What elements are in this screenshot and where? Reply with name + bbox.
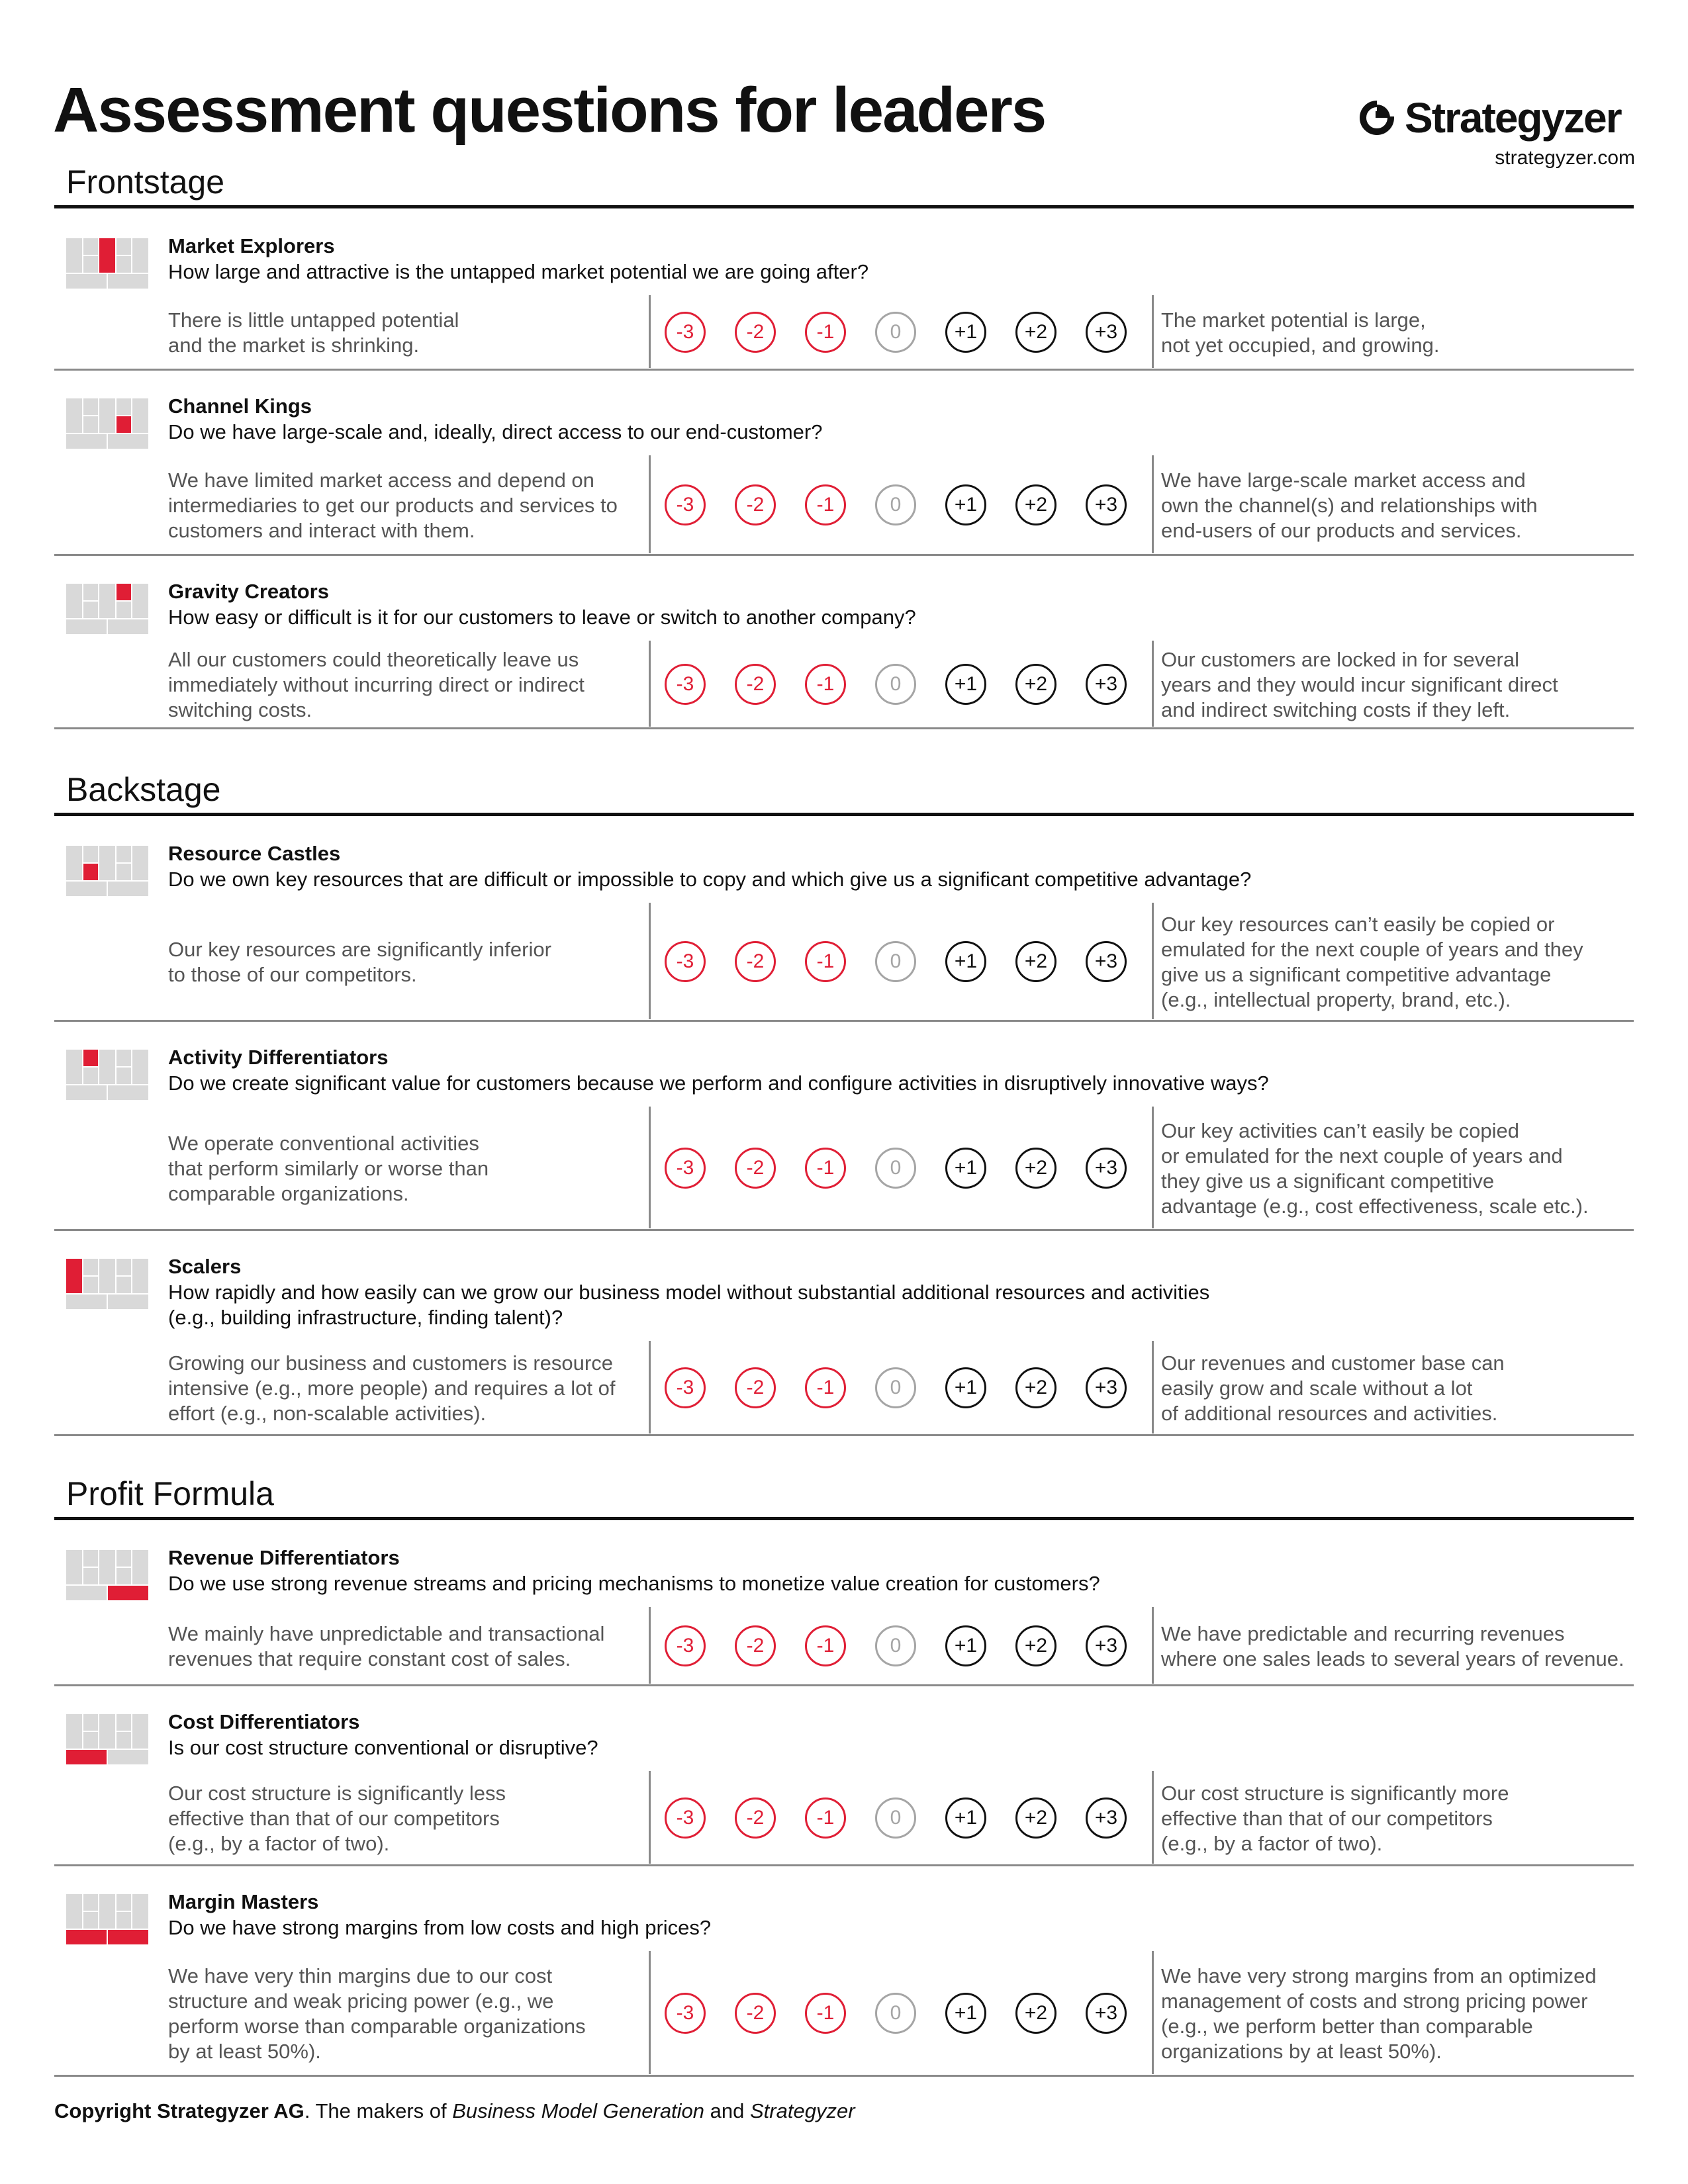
scale-divider xyxy=(649,1607,651,1684)
rating-scale xyxy=(665,312,1188,354)
rating-option[interactable]: -1 xyxy=(805,941,846,982)
assessment-question xyxy=(54,1522,1634,1686)
scale-right-description: Our revenues and customer base can easily grow and scale without a lot of additional resources and activities. xyxy=(1161,1351,1505,1425)
question-category: Margin Masters xyxy=(168,1890,319,1913)
question-text: How rapidly and how easily can we grow our business model without substantial additional resources and activities (e.g., building infrastructure, finding talent)? xyxy=(168,1281,1210,1329)
scale-divider xyxy=(649,903,651,1019)
rating-option[interactable]: +2 xyxy=(1015,1993,1056,2034)
rating-option[interactable]: +2 xyxy=(1015,1148,1056,1189)
canvas-block-customer-segments xyxy=(132,398,148,433)
rating-option[interactable]: -1 xyxy=(805,484,846,525)
scale-right-description: Our key resources can’t easily be copied or emulated for the next couple of years and they give us a significant competitive advantage (e.g., intellectual property, brand, etc.). xyxy=(1161,913,1583,1011)
rating-option[interactable]: -2 xyxy=(735,1625,776,1666)
footer xyxy=(54,2099,855,2123)
business-model-canvas-icon xyxy=(66,1259,148,1309)
rating-option[interactable]: +3 xyxy=(1086,1367,1127,1408)
rating-option[interactable]: -2 xyxy=(735,941,776,982)
canvas-block-cost-structure xyxy=(66,882,107,896)
canvas-block-revenue-streams xyxy=(108,274,148,289)
rating-option[interactable]: -2 xyxy=(735,664,776,705)
canvas-block-value-propositions xyxy=(99,1714,115,1749)
canvas-block-value-propositions xyxy=(99,1259,115,1293)
scale-left-description: We operate conventional activities that perform similarly or worse than comparable organizations. xyxy=(168,1132,489,1205)
scale-right-description: Our customers are locked in for several years and they would incur significant direct and indirect switching costs if they left. xyxy=(1161,648,1558,721)
business-model-canvas-icon xyxy=(66,398,148,449)
business-model-canvas-icon xyxy=(66,1714,148,1764)
assessment-question xyxy=(54,1022,1634,1231)
canvas-block-customer-segments xyxy=(132,238,148,273)
canvas-block-customer-segments xyxy=(132,1050,148,1084)
scale-divider xyxy=(649,1341,651,1433)
rating-option[interactable]: +3 xyxy=(1086,1148,1127,1189)
rating-option[interactable]: +1 xyxy=(945,1367,986,1408)
rating-option[interactable]: +2 xyxy=(1015,664,1056,705)
canvas-block-value-propositions xyxy=(99,1050,115,1084)
canvas-block-revenue-streams xyxy=(108,619,148,634)
canvas-block-value-propositions xyxy=(99,846,115,880)
canvas-block-customer-relationships xyxy=(117,1894,131,1911)
section-divider xyxy=(54,205,1634,208)
section-divider xyxy=(54,1517,1634,1520)
assessment-question xyxy=(54,818,1634,1022)
footer-text: . The makers of xyxy=(304,2099,453,2122)
rating-option[interactable]: -2 xyxy=(735,312,776,353)
rating-option[interactable]: 0 xyxy=(875,1993,916,2034)
canvas-block-key-resources xyxy=(83,256,98,273)
canvas-block-cost-structure xyxy=(66,1930,107,1944)
assessment-question xyxy=(54,556,1634,729)
rating-option[interactable]: -3 xyxy=(665,1148,706,1189)
rating-scale xyxy=(665,1993,1188,2035)
canvas-block-customer-relationships xyxy=(117,238,131,255)
canvas-block-key-partners xyxy=(66,1550,82,1584)
rating-option[interactable]: +3 xyxy=(1086,941,1127,982)
canvas-block-key-activities xyxy=(83,584,98,600)
canvas-block-key-resources xyxy=(83,1568,98,1584)
canvas-block-cost-structure xyxy=(66,619,107,634)
rating-option[interactable]: -3 xyxy=(665,312,706,353)
footer-book: Business Model Generation xyxy=(452,2099,705,2122)
scale-divider xyxy=(649,455,651,553)
canvas-block-value-propositions xyxy=(99,1550,115,1584)
canvas-block-channels xyxy=(117,416,131,433)
business-model-canvas-icon xyxy=(66,1550,148,1600)
rating-option[interactable]: -3 xyxy=(665,1993,706,2034)
canvas-block-channels xyxy=(117,1732,131,1749)
scale-divider xyxy=(649,641,651,727)
canvas-block-revenue-streams xyxy=(108,1085,148,1100)
rating-scale xyxy=(665,1148,1188,1190)
rating-option[interactable]: -3 xyxy=(665,664,706,705)
rating-option[interactable]: +3 xyxy=(1086,1797,1127,1839)
scale-right-description: We have very strong margins from an optimized management of costs and strong pricing power (e.g., we perform better than comparable organizations by at least 50%). xyxy=(1161,1964,1597,2063)
canvas-block-customer-segments xyxy=(132,1894,148,1929)
scale-left-description: Our cost structure is significantly less effective than that of our competitors (e.g., by a factor of two). xyxy=(168,1782,506,1855)
rating-option[interactable]: +1 xyxy=(945,312,986,353)
scale-divider xyxy=(649,1107,651,1228)
canvas-block-key-resources xyxy=(83,1068,98,1084)
rating-option[interactable]: +2 xyxy=(1015,1797,1056,1839)
question-category: Channel Kings xyxy=(168,394,312,418)
rating-option[interactable]: +1 xyxy=(945,484,986,525)
canvas-block-customer-segments xyxy=(132,1550,148,1584)
scale-right-description: The market potential is large, not yet occupied, and growing. xyxy=(1161,308,1440,357)
footer-copyright: Copyright Strategyzer AG xyxy=(54,2099,305,2122)
question-category: Cost Differentiators xyxy=(168,1710,360,1733)
business-model-canvas-icon xyxy=(66,846,148,896)
canvas-block-customer-segments xyxy=(132,1714,148,1749)
canvas-block-cost-structure xyxy=(66,1750,107,1764)
canvas-block-key-resources xyxy=(83,1912,98,1929)
rating-option[interactable]: -1 xyxy=(805,1797,846,1839)
question-text: Is our cost structure conventional or disruptive? xyxy=(168,1736,598,1759)
question-category: Revenue Differentiators xyxy=(168,1546,400,1569)
rating-option[interactable]: 0 xyxy=(875,1625,916,1666)
canvas-block-cost-structure xyxy=(66,434,107,449)
canvas-block-channels xyxy=(117,256,131,273)
rating-option[interactable]: +1 xyxy=(945,1993,986,2034)
canvas-block-key-resources xyxy=(83,864,98,880)
rating-option[interactable]: -2 xyxy=(735,1367,776,1408)
page-title: Assessment questions for leaders xyxy=(53,75,1046,146)
question-text: How easy or difficult is it for our customers to leave or switch to another company? xyxy=(168,606,916,629)
rating-option[interactable]: +2 xyxy=(1015,1625,1056,1666)
question-category: Scalers xyxy=(168,1255,242,1278)
brand-name: Strategyzer xyxy=(1405,94,1621,142)
canvas-block-channels xyxy=(117,1277,131,1293)
rating-scale xyxy=(665,1797,1188,1840)
canvas-block-customer-segments xyxy=(132,846,148,880)
footer-and: and xyxy=(704,2099,750,2122)
canvas-block-key-activities xyxy=(83,398,98,415)
canvas-block-channels xyxy=(117,1068,131,1084)
rating-scale xyxy=(665,941,1188,983)
scale-left-description: We mainly have unpredictable and transactional revenues that require constant cost of sales. xyxy=(168,1622,605,1670)
rating-option[interactable]: 0 xyxy=(875,664,916,705)
canvas-block-key-activities xyxy=(83,238,98,255)
canvas-block-revenue-streams xyxy=(108,882,148,896)
question-category: Activity Differentiators xyxy=(168,1046,389,1069)
scale-right-description: We have large-scale market access and own the channel(s) and relationships with end-users of our products and services. xyxy=(1161,469,1538,542)
scale-left-description: There is little untapped potential and the market is shrinking. xyxy=(168,308,459,357)
rating-option[interactable]: -3 xyxy=(665,941,706,982)
rating-option[interactable]: +1 xyxy=(945,1625,986,1666)
rating-option[interactable]: -2 xyxy=(735,1993,776,2034)
rating-option[interactable]: +3 xyxy=(1086,312,1127,353)
scale-right-description: Our cost structure is significantly more effective than that of our competitors (e.g., by a factor of two). xyxy=(1161,1782,1509,1855)
business-model-canvas-icon xyxy=(66,1894,148,1944)
rating-option[interactable]: +1 xyxy=(945,1148,986,1189)
question-text: How large and attractive is the untapped market potential we are going after? xyxy=(168,260,869,283)
canvas-block-channels xyxy=(117,864,131,880)
canvas-block-key-resources xyxy=(83,416,98,433)
rating-option[interactable]: -3 xyxy=(665,1625,706,1666)
rating-option[interactable]: -1 xyxy=(805,1148,846,1189)
scale-left-description: We have limited market access and depend on intermediaries to get our products and services to customers and interact with them. xyxy=(168,469,618,542)
rating-option[interactable]: -3 xyxy=(665,484,706,525)
canvas-block-channels xyxy=(117,1912,131,1929)
canvas-block-cost-structure xyxy=(66,1295,107,1309)
rating-option[interactable]: +1 xyxy=(945,1797,986,1839)
canvas-block-channels xyxy=(117,1568,131,1584)
canvas-block-value-propositions xyxy=(99,398,115,433)
assessment-question xyxy=(54,210,1634,371)
scale-divider xyxy=(649,1771,651,1864)
canvas-block-cost-structure xyxy=(66,274,107,289)
question-category: Resource Castles xyxy=(168,842,341,865)
question-divider xyxy=(54,2075,1634,2077)
rating-option[interactable]: 0 xyxy=(875,312,916,353)
canvas-block-key-activities xyxy=(83,1259,98,1275)
canvas-block-customer-relationships xyxy=(117,1714,131,1731)
rating-option[interactable]: +3 xyxy=(1086,664,1127,705)
canvas-block-key-partners xyxy=(66,1259,82,1293)
canvas-block-key-partners xyxy=(66,1894,82,1929)
question-text: Do we own key resources that are difficult or impossible to copy and which give us a significant competitive advantage? xyxy=(168,868,1252,891)
canvas-block-customer-segments xyxy=(132,1259,148,1293)
rating-option[interactable]: 0 xyxy=(875,1148,916,1189)
canvas-block-cost-structure xyxy=(66,1085,107,1100)
rating-option[interactable]: +1 xyxy=(945,941,986,982)
canvas-block-key-resources xyxy=(83,1277,98,1293)
canvas-block-cost-structure xyxy=(66,1586,107,1600)
rating-option[interactable]: -1 xyxy=(805,664,846,705)
canvas-block-key-partners xyxy=(66,238,82,273)
canvas-block-customer-relationships xyxy=(117,584,131,600)
brand-url[interactable]: strategyzer.com xyxy=(1495,147,1635,169)
question-text: Do we create significant value for customers because we perform and configure activities in disruptively innovative ways? xyxy=(168,1071,1269,1095)
question-divider xyxy=(54,1434,1634,1436)
rating-option[interactable]: -3 xyxy=(665,1797,706,1839)
scale-left-description: We have very thin margins due to our cost structure and weak pricing power (e.g., we perform worse than comparable organizations by at least 50%). xyxy=(168,1964,586,2063)
scale-right-description: Our key activities can’t easily be copied or emulated for the next couple of years and they give us a significant competitive advantage (e.g., cost effectiveness, scale etc.). xyxy=(1161,1119,1589,1218)
question-divider xyxy=(54,727,1634,729)
scale-divider xyxy=(649,1951,651,2074)
rating-option[interactable]: +2 xyxy=(1015,484,1056,525)
section-divider xyxy=(54,813,1634,816)
canvas-block-key-activities xyxy=(83,846,98,862)
assessment-question xyxy=(54,1231,1634,1436)
rating-option[interactable]: +2 xyxy=(1015,312,1056,353)
rating-option[interactable]: +2 xyxy=(1015,1367,1056,1408)
rating-option[interactable]: -2 xyxy=(735,1148,776,1189)
rating-scale xyxy=(665,1625,1188,1668)
assessment-question xyxy=(54,1866,1634,2077)
canvas-block-value-propositions xyxy=(99,1894,115,1929)
rating-scale xyxy=(665,1367,1188,1410)
canvas-block-customer-relationships xyxy=(117,1550,131,1567)
assessment-question xyxy=(54,1686,1634,1866)
rating-option[interactable]: +1 xyxy=(945,664,986,705)
canvas-block-value-propositions xyxy=(99,238,115,273)
rating-option[interactable]: 0 xyxy=(875,941,916,982)
question-category: Gravity Creators xyxy=(168,580,329,603)
rating-option[interactable]: +3 xyxy=(1086,1625,1127,1666)
rating-option[interactable]: 0 xyxy=(875,1797,916,1839)
rating-option[interactable]: +3 xyxy=(1086,484,1127,525)
rating-option[interactable]: 0 xyxy=(875,484,916,525)
rating-option[interactable]: +2 xyxy=(1015,941,1056,982)
canvas-block-customer-segments xyxy=(132,584,148,618)
canvas-block-customer-relationships xyxy=(117,1259,131,1275)
rating-option[interactable]: -1 xyxy=(805,312,846,353)
rating-option[interactable]: -3 xyxy=(665,1367,706,1408)
canvas-block-key-activities xyxy=(83,1894,98,1911)
scale-left-description: Our key resources are significantly inferior to those of our competitors. xyxy=(168,938,551,986)
business-model-canvas-icon xyxy=(66,1050,148,1100)
canvas-block-revenue-streams xyxy=(108,1750,148,1764)
rating-option[interactable]: -2 xyxy=(735,1797,776,1839)
rating-option[interactable]: -1 xyxy=(805,1993,846,2034)
canvas-block-key-resources xyxy=(83,602,98,618)
scale-left-description: Growing our business and customers is resource intensive (e.g., more people) and requires a lot of effort (e.g., non-scalable activities). xyxy=(168,1351,616,1425)
canvas-block-key-activities xyxy=(83,1550,98,1567)
footer-product: Strategyzer xyxy=(750,2099,855,2122)
scale-right-description: We have predictable and recurring revenues where one sales leads to several years of revenue. xyxy=(1161,1622,1624,1670)
canvas-block-customer-relationships xyxy=(117,1050,131,1066)
rating-scale xyxy=(665,664,1188,706)
section-title: Backstage xyxy=(66,771,221,808)
assessment-question xyxy=(54,371,1634,556)
canvas-block-revenue-streams xyxy=(108,1930,148,1944)
canvas-block-key-partners xyxy=(66,1714,82,1749)
canvas-block-key-activities xyxy=(83,1050,98,1066)
question-text: Do we have large-scale and, ideally, direct access to our end-customer? xyxy=(168,420,823,443)
canvas-block-key-resources xyxy=(83,1732,98,1749)
canvas-block-revenue-streams xyxy=(108,434,148,449)
canvas-block-revenue-streams xyxy=(108,1295,148,1309)
section-title: Frontstage xyxy=(66,163,225,201)
question-text: Do we use strong revenue streams and pricing mechanisms to monetize value creation for customers? xyxy=(168,1572,1100,1595)
business-model-canvas-icon xyxy=(66,584,148,634)
canvas-block-key-activities xyxy=(83,1714,98,1731)
rating-option[interactable]: +3 xyxy=(1086,1993,1127,2034)
question-category: Market Explorers xyxy=(168,234,335,257)
rating-option[interactable]: -2 xyxy=(735,484,776,525)
strategyzer-logo[interactable] xyxy=(1357,93,1635,143)
canvas-block-key-partners xyxy=(66,584,82,618)
section-title: Profit Formula xyxy=(66,1475,274,1512)
rating-option[interactable]: -1 xyxy=(805,1367,846,1408)
question-text: Do we have strong margins from low costs and high prices? xyxy=(168,1916,712,1939)
canvas-block-value-propositions xyxy=(99,584,115,618)
canvas-block-key-partners xyxy=(66,398,82,433)
canvas-block-revenue-streams xyxy=(108,1586,148,1600)
strategyzer-logo-icon xyxy=(1357,97,1397,136)
canvas-block-key-partners xyxy=(66,846,82,880)
scale-left-description: All our customers could theoretically leave us immediately without incurring direct or indirect switching costs. xyxy=(168,648,585,721)
scale-divider xyxy=(649,295,651,368)
business-model-canvas-icon xyxy=(66,238,148,289)
canvas-block-channels xyxy=(117,602,131,618)
canvas-block-key-partners xyxy=(66,1050,82,1084)
canvas-block-customer-relationships xyxy=(117,846,131,862)
rating-option[interactable]: -1 xyxy=(805,1625,846,1666)
rating-scale xyxy=(665,484,1188,527)
canvas-block-customer-relationships xyxy=(117,398,131,415)
rating-option[interactable]: 0 xyxy=(875,1367,916,1408)
